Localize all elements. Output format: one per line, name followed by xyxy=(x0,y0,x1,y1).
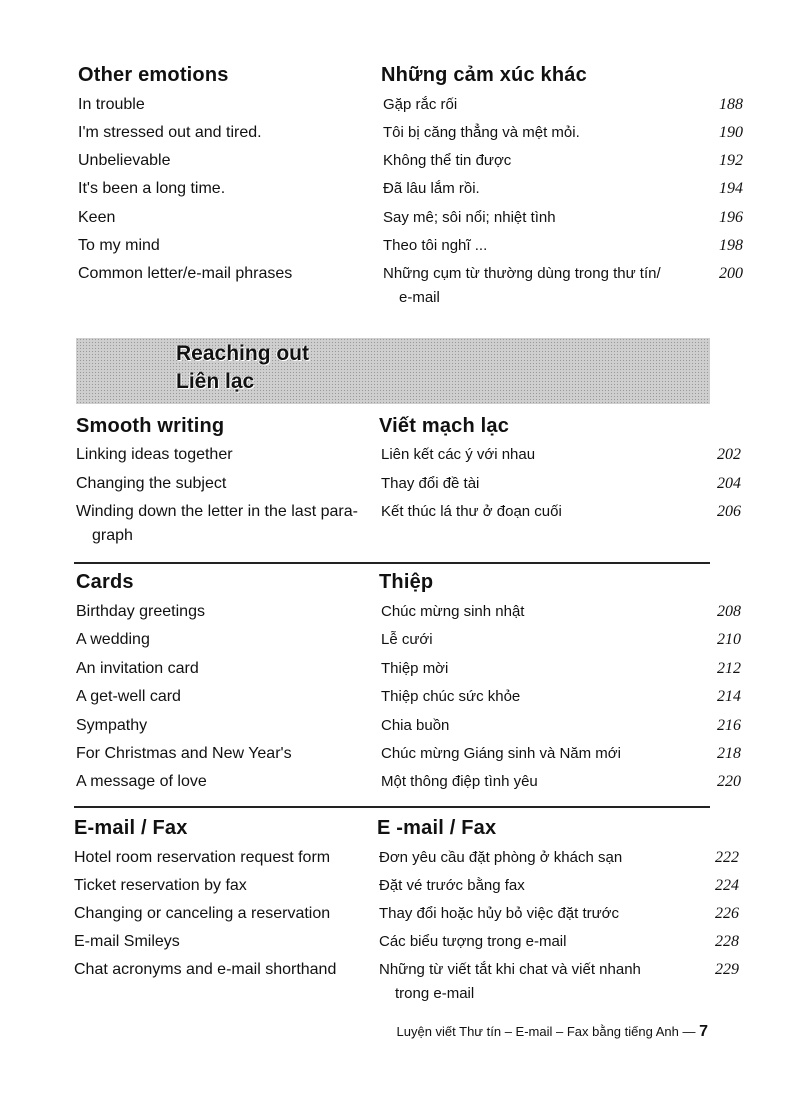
toc-row xyxy=(76,600,800,628)
toc-row xyxy=(74,930,800,958)
section-title-vi: Những cảm xúc khác xyxy=(381,64,587,86)
toc-page-number: 214 xyxy=(717,688,741,705)
toc-row xyxy=(74,846,800,874)
toc-page-number: 226 xyxy=(715,905,739,922)
toc-entry-vi: Chúc mừng sinh nhật xyxy=(381,603,525,620)
toc-entry-vi: Không thể tin được xyxy=(383,152,512,169)
toc-page-number: 229 xyxy=(715,961,739,978)
toc-entry-en: Hotel room reservation request form xyxy=(74,849,331,866)
toc-row xyxy=(78,121,800,149)
toc-entry-vi: Kết thúc lá thư ở đoạn cuối xyxy=(381,503,562,520)
toc-entry-vi: Thiệp chúc sức khỏe xyxy=(381,688,521,705)
toc-row xyxy=(74,874,800,902)
toc-page-number: 194 xyxy=(719,180,743,197)
toc-entry-vi: Đơn yêu cầu đặt phòng ở khách sạn xyxy=(379,849,623,866)
toc-page-number: 188 xyxy=(719,96,743,113)
toc-entry-vi: Đặt vé trước bằng fax xyxy=(379,877,525,894)
toc-entry-en: I'm stressed out and tired. xyxy=(78,124,262,141)
toc-entry-en: Chat acronyms and e-mail shorthand xyxy=(74,961,337,978)
toc-page-number: 212 xyxy=(717,660,741,677)
toc-entry-en: Changing or canceling a reservation xyxy=(74,905,331,922)
toc-entry-en: A message of love xyxy=(76,773,207,790)
toc-page-number: 228 xyxy=(715,933,739,950)
toc-entry-vi: Các biểu tượng trong e-mail xyxy=(379,933,567,950)
toc-row xyxy=(76,657,800,685)
toc-page-number: 220 xyxy=(717,773,741,790)
toc-page-number: 198 xyxy=(719,237,743,254)
toc-page-number: 202 xyxy=(717,446,741,463)
toc-page-number: 200 xyxy=(719,265,743,282)
toc-page-number: 208 xyxy=(717,603,741,620)
toc-entry-en: For Christmas and New Year's xyxy=(76,745,292,762)
toc-entry-en: It's been a long time. xyxy=(78,180,226,197)
toc-entry-vi: Những cụm từ thường dùng trong thư tín/ xyxy=(383,265,661,282)
toc-row xyxy=(78,149,800,177)
toc-row xyxy=(78,93,800,121)
section-title-en: E-mail / Fax xyxy=(74,817,188,839)
toc-page-number: 222 xyxy=(715,849,739,866)
toc-row xyxy=(76,714,800,742)
footer-page-number: 7 xyxy=(699,1023,708,1040)
toc-row xyxy=(78,262,800,310)
toc-entry-vi-continued: e-mail xyxy=(399,289,440,306)
toc-row xyxy=(76,443,800,471)
section-title-en: Other emotions xyxy=(78,64,229,86)
toc-row xyxy=(74,958,800,1006)
toc-page-number: 206 xyxy=(717,503,741,520)
toc-page-number: 210 xyxy=(717,631,741,648)
toc-row xyxy=(76,742,800,770)
banner-title-en: Reaching out xyxy=(176,342,310,365)
toc-entry-vi-continued: trong e-mail xyxy=(395,985,475,1002)
toc-page-number: 196 xyxy=(719,209,743,226)
toc-entry-en: Ticket reservation by fax xyxy=(74,877,247,894)
toc-entry-en: A get-well card xyxy=(76,688,181,705)
toc-entry-vi: Gặp rắc rối xyxy=(383,96,458,113)
toc-row xyxy=(74,902,800,930)
toc-entry-vi: Tôi bị căng thẳng và mệt mỏi. xyxy=(383,124,580,141)
toc-entry-en: To my mind xyxy=(78,237,160,254)
toc-row xyxy=(78,234,800,262)
toc-entry-vi: Lễ cưới xyxy=(381,631,433,648)
toc-page-number: 190 xyxy=(719,124,743,141)
toc-entry-en: Sympathy xyxy=(76,717,148,734)
page-footer xyxy=(300,1023,708,1041)
toc-row xyxy=(76,628,800,656)
footer-book-title: Luyện viết Thư tín – E-mail – Fax bằng tiếng Anh — xyxy=(396,1024,696,1039)
section-title-en: Smooth writing xyxy=(76,415,225,437)
toc-entry-en: In trouble xyxy=(78,96,145,113)
toc-entry-vi: Một thông điệp tình yêu xyxy=(381,773,538,790)
toc-entry-vi: Chúc mừng Giáng sinh và Năm mới xyxy=(381,745,621,762)
toc-entry-en: A wedding xyxy=(76,631,150,648)
toc-row xyxy=(76,685,800,713)
toc-entry-vi: Thay đổi hoặc hủy bỏ việc đặt trước xyxy=(379,905,619,922)
toc-entry-vi: Say mê; sôi nổi; nhiệt tình xyxy=(383,209,556,226)
chapter-banner xyxy=(76,338,710,404)
toc-row xyxy=(76,500,800,548)
section-title-vi: Thiệp xyxy=(379,571,434,593)
toc-page-number: 192 xyxy=(719,152,743,169)
toc-entry-en: Common letter/e-mail phrases xyxy=(78,265,293,282)
toc-entry-vi: Chia buồn xyxy=(381,717,450,734)
toc-entry-en-continued: graph xyxy=(92,527,133,544)
toc-entry-en: Unbelievable xyxy=(78,152,171,169)
toc-row xyxy=(78,206,800,234)
toc-row xyxy=(78,177,800,205)
section-title-vi: E -mail / Fax xyxy=(377,817,497,839)
toc-entry-vi: Đã lâu lắm rồi. xyxy=(383,180,480,197)
toc-entry-vi: Thiệp mời xyxy=(381,660,449,677)
toc-entry-vi: Liên kết các ý với nhau xyxy=(381,446,536,463)
toc-entry-en: E-mail Smileys xyxy=(74,933,180,950)
toc-entry-en: Keen xyxy=(78,209,116,226)
toc-entry-en: An invitation card xyxy=(76,660,199,677)
section-title-vi: Viết mạch lạc xyxy=(379,415,510,437)
toc-entry-en: Linking ideas together xyxy=(76,446,233,463)
toc-row xyxy=(76,472,800,500)
toc-page-number: 224 xyxy=(715,877,739,894)
toc-entry-en: Winding down the letter in the last para- xyxy=(76,503,358,520)
section-title-en: Cards xyxy=(76,571,134,593)
toc-row xyxy=(76,770,800,798)
toc-entry-vi: Theo tôi nghĩ ... xyxy=(383,237,488,254)
toc-entry-en: Birthday greetings xyxy=(76,603,205,620)
toc-entry-en: Changing the subject xyxy=(76,475,227,492)
toc-page-number: 204 xyxy=(717,475,741,492)
section-divider xyxy=(74,806,710,808)
toc-page-number: 216 xyxy=(717,717,741,734)
toc-entry-vi: Thay đổi đề tài xyxy=(381,475,480,492)
banner-title-vi: Liên lạc xyxy=(176,370,255,393)
toc-entry-vi: Những từ viết tắt khi chat và viết nhanh xyxy=(379,961,641,978)
toc-page-number: 218 xyxy=(717,745,741,762)
section-divider xyxy=(74,562,710,564)
